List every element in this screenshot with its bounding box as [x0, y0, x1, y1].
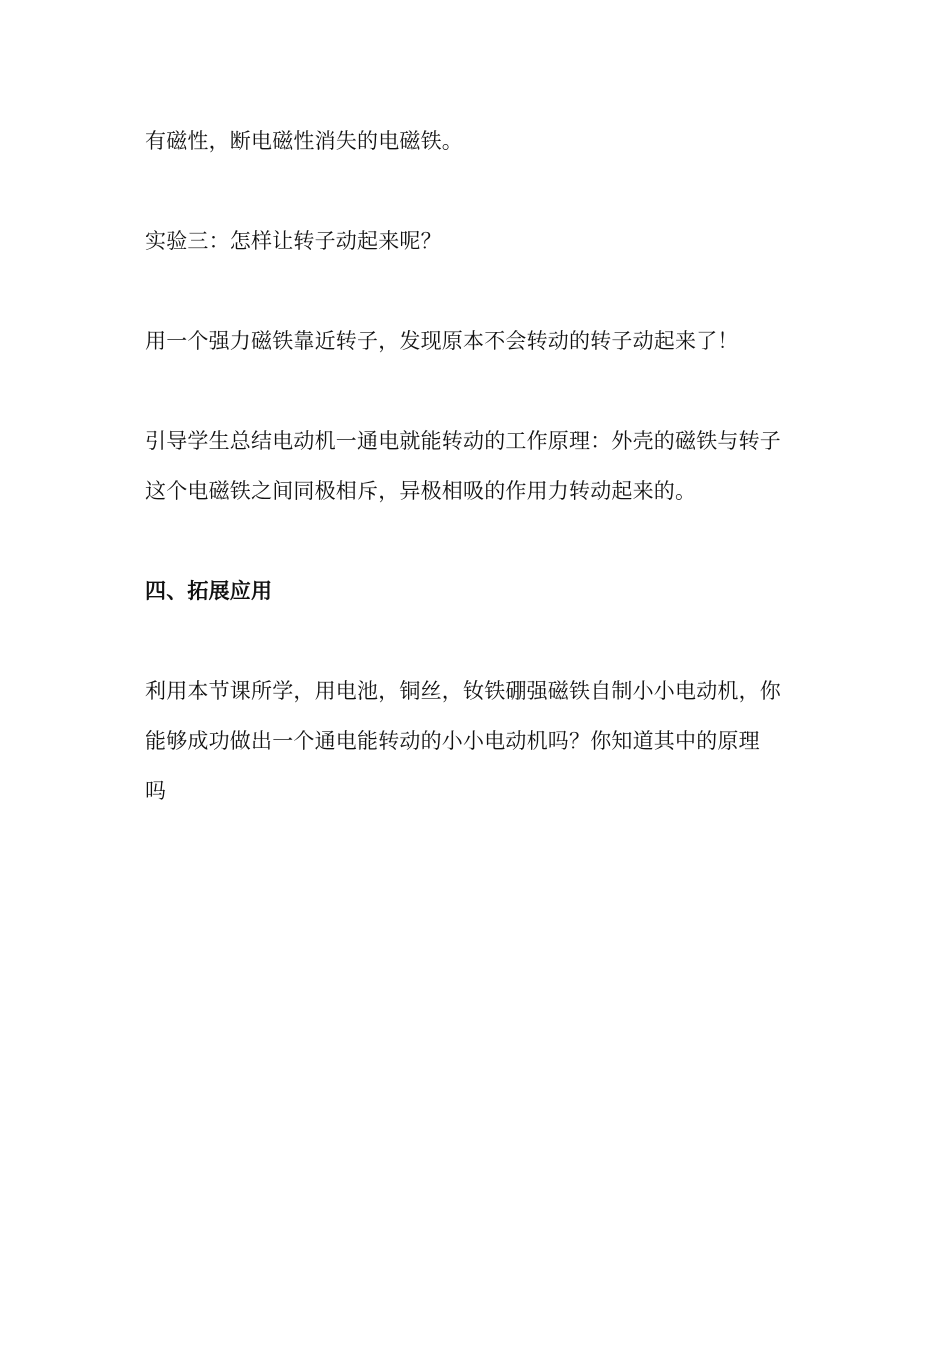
paragraph-line: 吗: [145, 779, 167, 803]
paragraph-gap: [145, 622, 810, 672]
paragraph-line: 能够成功做出一个通电能转动的小小电动机吗？你知道其中的原理: [145, 729, 760, 753]
paragraph-gap: [145, 372, 810, 422]
paragraph-gap: [145, 172, 810, 222]
paragraph-line: 这个电磁铁之间同极相斥，异极相吸的作用力转动起来的。: [145, 479, 697, 503]
paragraph-gap: [145, 272, 810, 322]
paragraph-line: 利用本节课所学，用电池，铜丝，钕铁硼强磁铁自制小小电动机，你: [145, 679, 781, 703]
section-heading: 四、拓展应用: [145, 579, 273, 603]
paragraph-line: 用一个强力磁铁靠近转子，发现原本不会转动的转子动起来了！: [145, 329, 739, 353]
paragraph-line: 引导学生总结电动机一通电就能转动的工作原理：外壳的磁铁与转子: [145, 429, 781, 453]
paragraph-line: 有磁性，断电磁性消失的电磁铁。: [145, 129, 463, 153]
paragraph-gap: [145, 522, 810, 572]
paragraph-line: 实验三：怎样让转子动起来呢？: [145, 229, 442, 253]
document-body: [145, 122, 810, 822]
